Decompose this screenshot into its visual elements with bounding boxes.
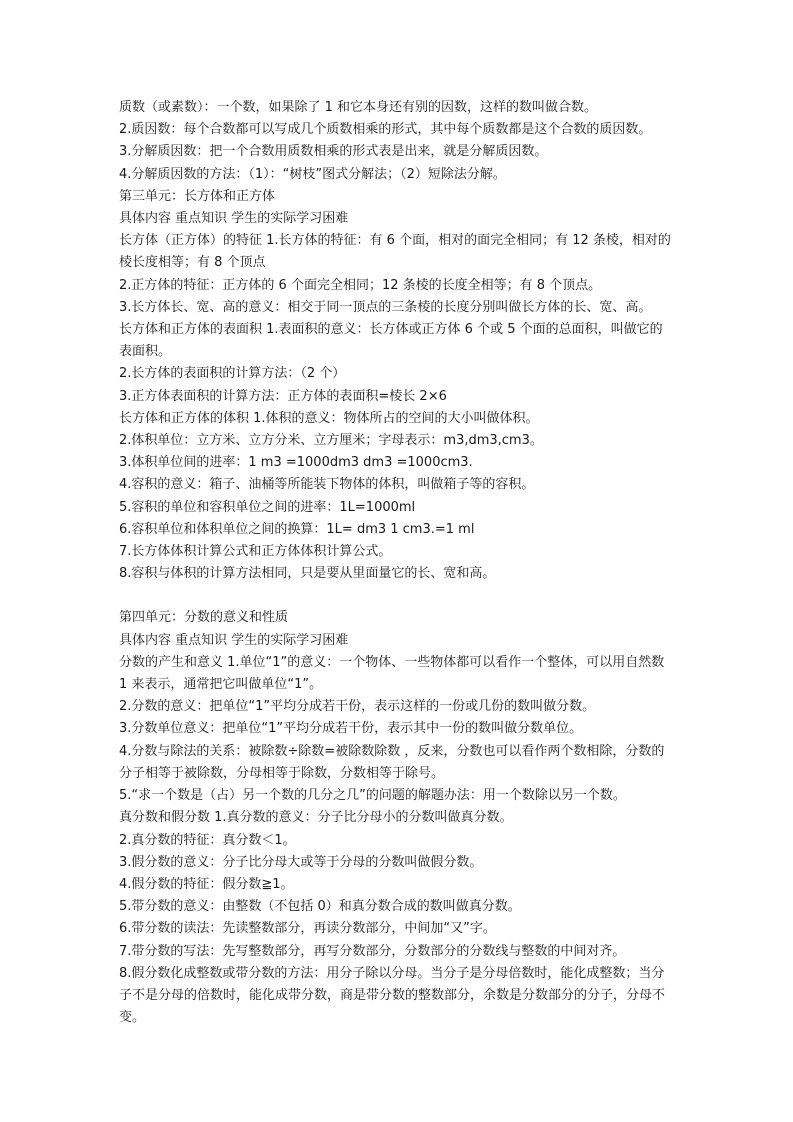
text-line: 2.分数的意义：把单位“1”平均分成若干份，表示这样的一份或几份的数叫做分数。 [119, 699, 596, 715]
text-line: 2.真分数的特征：真分数＜1。 [119, 832, 296, 848]
table-header-line: 具体内容 重点知识 学生的实际学习困难 [119, 632, 349, 648]
text-paragraph: 长方体和正方体的表面积 1.表面积的意义：长方体或正方体 6 个或 5 个面的总面积，叫做它的表面积。 [119, 322, 663, 360]
blank-line [119, 585, 675, 607]
text-line: 3.正方体表面积的计算方法：正方体的表面积=棱长 2×6 [119, 388, 447, 404]
text-line: 7.长方体体积计算公式和正方体体积计算公式。 [119, 544, 392, 560]
text-line: 4.假分数的特征：假分数≧1。 [119, 876, 294, 892]
text-line: 4.分解质因数的方法：（1）：“树枝”图式分解法；（2）短除法分解。 [119, 166, 506, 182]
text-line: 7.带分数的写法：先写整数部分，再写分数部分，分数部分的分数线与整数的中间对齐。 [119, 943, 626, 959]
document-page [119, 97, 675, 1029]
text-line: 5.“求一个数是（占）另一个数的几分之几”的问题的解题办法：用一个数除以另一个数。 [119, 788, 626, 804]
text-line: 6.容积单位和体积单位之间的换算：1L= dm3 1 cm3.=1 ml [119, 521, 475, 537]
section-heading: 第四单元：分数的意义和性质 [119, 610, 289, 626]
text-line: 8.容积与体积的计算方法相同，只是要从里面量它的长、宽和高。 [119, 566, 496, 582]
text-line: 3.分解质因数：把一个合数用质数相乘的形式表是出来，就是分解质因数。 [119, 144, 548, 160]
text-line: 质数（或素数）：一个数，如果除了 1 和它本身还有别的因数，这样的数叫做合数。 [119, 100, 598, 115]
text-line: 3.分数单位意义：把单位“1”平均分成若干份，表示其中一份的数叫做分数单位。 [119, 721, 583, 737]
text-paragraph: 4.分数与除法的关系：被除数÷除数=被除数除数 ，反来，分数也可以看作两个数相除，分数的分子相等于被除数，分母相等于除数，分数相等于除号。 [119, 743, 665, 781]
table-header-line: 具体内容 重点知识 学生的实际学习困难 [119, 211, 349, 227]
text-line: 5.容积的单位和容积单位之间的进率：1L=1000ml [119, 499, 416, 515]
text-line: 6.带分数的读法：先读整数部分，再读分数部分，中间加“又”字。 [119, 921, 496, 937]
text-line: 长方体和正方体的体积 1.体积的意义：物体所占的空间的大小叫做体积。 [119, 410, 539, 426]
text-paragraph: 长方体（正方体）的特征 1.长方体的特征：有 6 个面，相对的面完全相同；有 12 条棱，相对的棱长度相等；有 8 个顶点 [119, 233, 671, 271]
text-line: 3.假分数的意义：分子比分母大或等于分母的分数叫做假分数。 [119, 854, 483, 870]
text-line: 2.体积单位：立方米、立方分米、立方厘米；字母表示：m3,dm3,cm3。 [119, 433, 543, 449]
text-line: 3.体积单位间的进率：1 m3 =1000dm3 dm3 =1000cm3. [119, 455, 473, 471]
text-line: 2.长方体的表面积的计算方法：（2 个） [119, 366, 346, 382]
text-line: 3.长方体长、宽、高的意义：相交于同一顶点的三条棱的长度分别叫做长方体的长、宽、高。 [119, 299, 652, 315]
text-paragraph: 分数的产生和意义 1.单位“1”的意义：一个物体、一些物体都可以看作一个整体，可以用自然数 1 来表示，通常把它叫做单位“1”。 [119, 654, 665, 693]
text-line: 2.正方体的特征：正方体的 6 个面完全相同；12 条棱的长度全相等；有 8 个顶点。 [119, 277, 602, 293]
text-line: 真分数和假分数 1.真分数的意义：分子比分母小的分数叫做真分数。 [119, 810, 513, 826]
text-paragraph: 8.假分数化成整数或带分数的方法：用分子除以分母。当分子是分母倍数时，能化成整数；当分子不是分母的倍数时，能化成带分数，商是带分数的整数部分，余数是分数部分的分子，分母不变。 [119, 965, 666, 1026]
section-heading: 第三单元：长方体和正方体 [119, 188, 276, 204]
text-line: 4.容积的意义：箱子、油桶等所能装下物体的体积，叫做箱子等的容积。 [119, 477, 535, 493]
text-line: 2.质因数：每个合数都可以写成几个质数相乘的形式，其中每个质数都是这个合数的质因数。 [119, 122, 652, 138]
text-line: 5.带分数的意义：由整数（不包括 0）和真分数合成的数叫做真分数。 [119, 899, 521, 915]
